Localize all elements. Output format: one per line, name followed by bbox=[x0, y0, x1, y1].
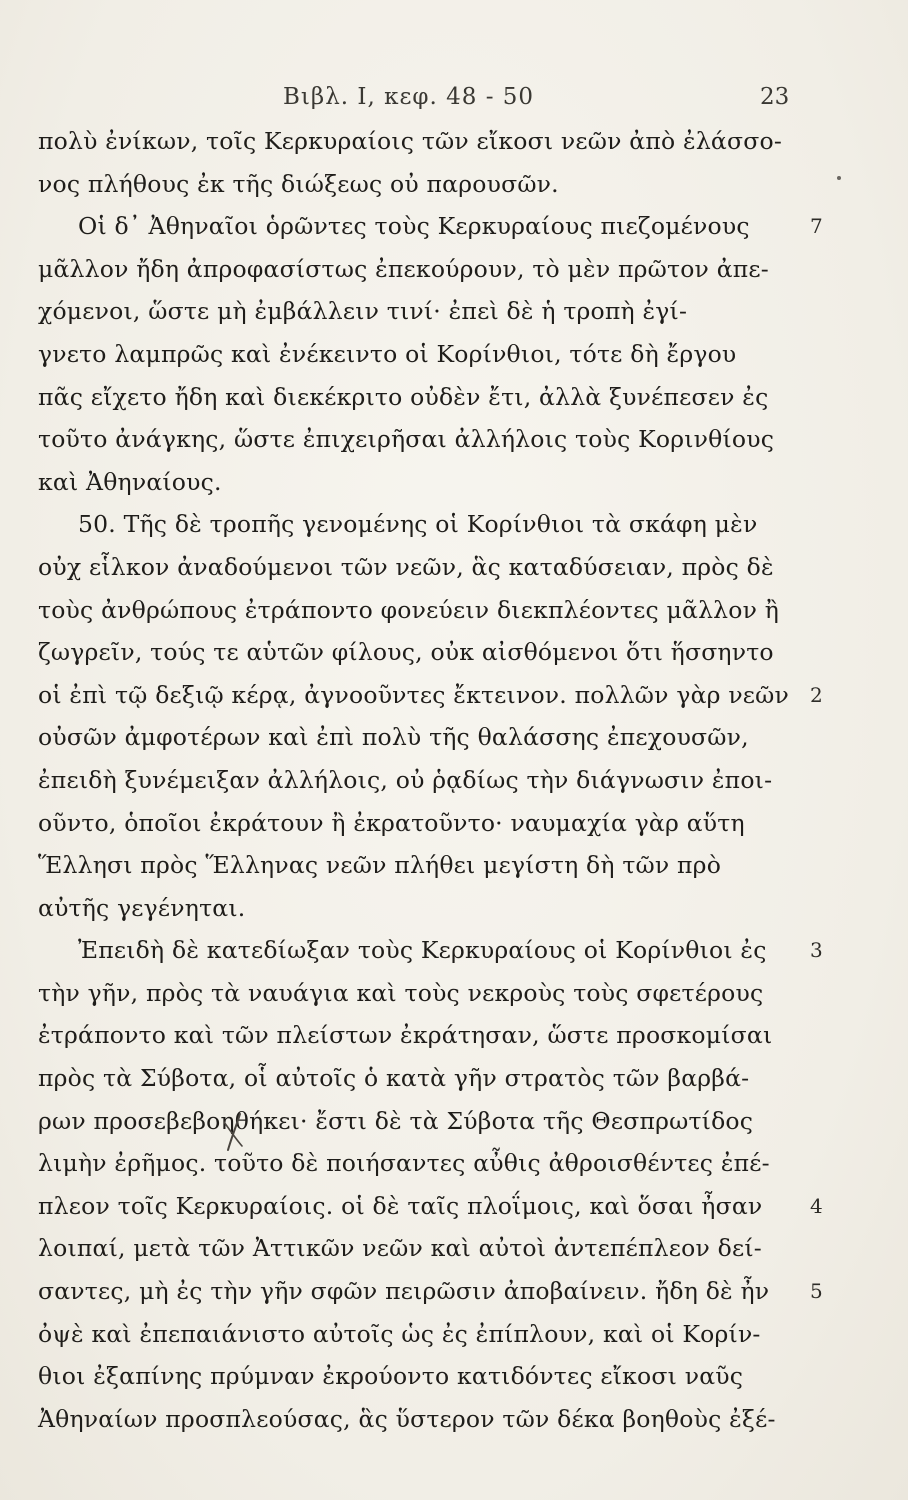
line-text: πᾶς εἴχετο ἤδη καὶ διεκέκριτο οὐδὲν ἔτι, ἀλλὰ ξυνέπεσεν ἐς bbox=[38, 382, 769, 411]
margin-section-number: 2 bbox=[810, 682, 823, 707]
text-line bbox=[38, 844, 828, 887]
margin-section-number: 7 bbox=[810, 214, 823, 239]
line-text: ἐτράποντο καὶ τῶν πλείστων ἐκράτησαν, ὥστε προσκομίσαι bbox=[38, 1021, 773, 1050]
line-text: Ἀθηναίων προσπλεούσας, ἃς ὕστερον τῶν δέκα βοηθοὺς ἐξέ- bbox=[38, 1404, 776, 1433]
text-line bbox=[38, 759, 828, 802]
line-text: σαντες, μὴ ἐς τὴν γῆν σφῶν πειρῶσιν ἀποβαίνειν. ἤδη δὲ ἦν bbox=[38, 1277, 770, 1306]
text-line bbox=[38, 376, 828, 419]
text-line bbox=[38, 333, 828, 376]
page-header bbox=[0, 84, 908, 114]
text-line bbox=[38, 887, 828, 930]
line-text: πλεον τοῖς Κερκυραίοις. οἱ δὲ ταῖς πλοΐμοις, καὶ ὅσαι ἦσαν bbox=[38, 1191, 763, 1220]
text-line bbox=[38, 802, 828, 845]
line-text: 50. Τῆς δὲ τροπῆς γενομένης οἱ Κορίνθιοι τὰ σκάφη μὲν bbox=[78, 510, 758, 539]
text-line bbox=[38, 1227, 828, 1270]
text-line bbox=[38, 1398, 828, 1441]
text-line bbox=[38, 1142, 828, 1185]
line-text: οῦντο, ὁποῖοι ἐκράτουν ἢ ἐκρατοῦντο· ναυμαχία γὰρ αὕτη bbox=[38, 808, 745, 837]
line-text: νος πλήθους ἐκ τῆς διώξεως οὐ παρουσῶν. bbox=[38, 169, 559, 198]
text-line bbox=[38, 631, 828, 674]
text-line bbox=[38, 163, 828, 206]
line-text: καὶ Ἀθηναίους. bbox=[38, 467, 222, 496]
pencil-annotation-mark bbox=[218, 1110, 248, 1154]
line-text: λοιπαί, μετὰ τῶν Ἀττικῶν νεῶν καὶ αὐτοὶ ἀντεπέπλεον δεί- bbox=[38, 1234, 762, 1263]
text-line bbox=[38, 1270, 828, 1313]
text-line bbox=[38, 1185, 828, 1228]
line-text: οὐσῶν ἀμφοτέρων καὶ ἐπὶ πολὺ τῆς θαλάσσης ἐπεχουσῶν, bbox=[38, 723, 749, 752]
margin-section-number: 3 bbox=[810, 938, 823, 963]
line-text: οἱ ἐπὶ τῷ δεξιῷ κέρᾳ, ἀγνοοῦντες ἔκτεινον. πολλῶν γὰρ νεῶν bbox=[38, 680, 790, 709]
text-line bbox=[38, 589, 828, 632]
text-line bbox=[38, 1313, 828, 1356]
text-line bbox=[38, 1057, 828, 1100]
text-line bbox=[38, 716, 828, 759]
line-text: Ἐπειδὴ δὲ κατεδίωξαν τοὺς Κερκυραίους οἱ Κορίνθιοι ἐς bbox=[78, 936, 767, 965]
ink-speck bbox=[837, 176, 841, 180]
line-text: χόμενοι, ὥστε μὴ ἐμβάλλειν τινί· ἐπεὶ δὲ ἡ τροπὴ ἐγί- bbox=[38, 297, 688, 326]
text-line bbox=[38, 546, 828, 589]
line-text: ζωγρεῖν, τούς τε αὑτῶν φίλους, οὐκ αἰσθόμενοι ὅτι ἥσσηντο bbox=[38, 638, 774, 667]
text-line bbox=[38, 461, 828, 504]
line-text: μᾶλλον ἤδη ἀπροφασίστως ἐπεκούρουν, τὸ μὲν πρῶτον ἀπε- bbox=[38, 254, 769, 283]
line-text: τὴν γῆν, πρὸς τὰ ναυάγια καὶ τοὺς νεκροὺς τοὺς σφετέρους bbox=[38, 978, 764, 1007]
text-body bbox=[38, 120, 828, 1440]
text-line bbox=[38, 205, 828, 248]
line-text: γνετο λαμπρῶς καὶ ἐνέκειντο οἱ Κορίνθιοι, τότε δὴ ἔργου bbox=[38, 339, 737, 368]
line-text: τοὺς ἀνθρώπους ἐτράποντο φονεύειν διεκπλέοντες μᾶλλον ἢ bbox=[38, 595, 780, 624]
text-line bbox=[38, 1100, 828, 1143]
running-head: Βιβλ. I, κεφ. 48 - 50 bbox=[283, 84, 535, 110]
text-line bbox=[38, 503, 828, 546]
text-line bbox=[38, 120, 828, 163]
line-text: αὐτῆς γεγένηται. bbox=[38, 893, 246, 922]
line-text: ὀψὲ καὶ ἐπεπαιάνιστο αὐτοῖς ὡς ἐς ἐπίπλουν, καὶ οἱ Κορίν- bbox=[38, 1319, 761, 1348]
text-line bbox=[38, 418, 828, 461]
text-line bbox=[38, 674, 828, 717]
line-text: ρων προσεβεβοηθήκει· ἔστι δὲ τὰ Σύβοτα τῆς Θεσπρωτίδος bbox=[38, 1106, 754, 1135]
text-line bbox=[38, 248, 828, 291]
page-number: 23 bbox=[760, 84, 790, 110]
text-line bbox=[38, 929, 828, 972]
line-text: ἐπειδὴ ξυνέμειξαν ἀλλήλοις, οὐ ῥᾳδίως τὴν διάγνωσιν ἐποι- bbox=[38, 765, 773, 794]
margin-section-number: 5 bbox=[810, 1279, 823, 1304]
line-text: πολὺ ἐνίκων, τοῖς Κερκυραίοις τῶν εἴκοσι νεῶν ἀπὸ ἐλάσσο- bbox=[38, 127, 782, 155]
text-line bbox=[38, 972, 828, 1015]
line-text: Οἱ δ᾽ Ἀθηναῖοι ὁρῶντες τοὺς Κερκυραίους πιεζομένους bbox=[78, 212, 750, 241]
line-text: θιοι ἐξαπίνης πρύμναν ἐκρούοντο κατιδόντες εἴκοσι ναῦς bbox=[38, 1362, 744, 1391]
line-text: τοῦτο ἀνάγκης, ὥστε ἐπιχειρῆσαι ἀλλήλοις τοὺς Κορινθίους bbox=[38, 425, 775, 454]
line-text: Ἕλλησι πρὸς Ἕλληνας νεῶν πλήθει μεγίστη δὴ τῶν πρὸ bbox=[38, 851, 722, 880]
text-line bbox=[38, 1014, 828, 1057]
text-line bbox=[38, 1355, 828, 1398]
line-text: λιμὴν ἐρῆμος. τοῦτο δὲ ποιήσαντες αὖθις ἀθροισθέντες ἐπέ- bbox=[38, 1149, 770, 1178]
line-text: πρὸς τὰ Σύβοτα, οἷ αὐτοῖς ὁ κατὰ γῆν στρατὸς τῶν βαρβά- bbox=[38, 1064, 750, 1093]
line-text: οὐχ εἷλκον ἀναδούμενοι τῶν νεῶν, ἃς καταδύσειαν, πρὸς δὲ bbox=[38, 552, 774, 581]
text-line bbox=[38, 290, 828, 333]
margin-section-number: 4 bbox=[810, 1193, 823, 1218]
